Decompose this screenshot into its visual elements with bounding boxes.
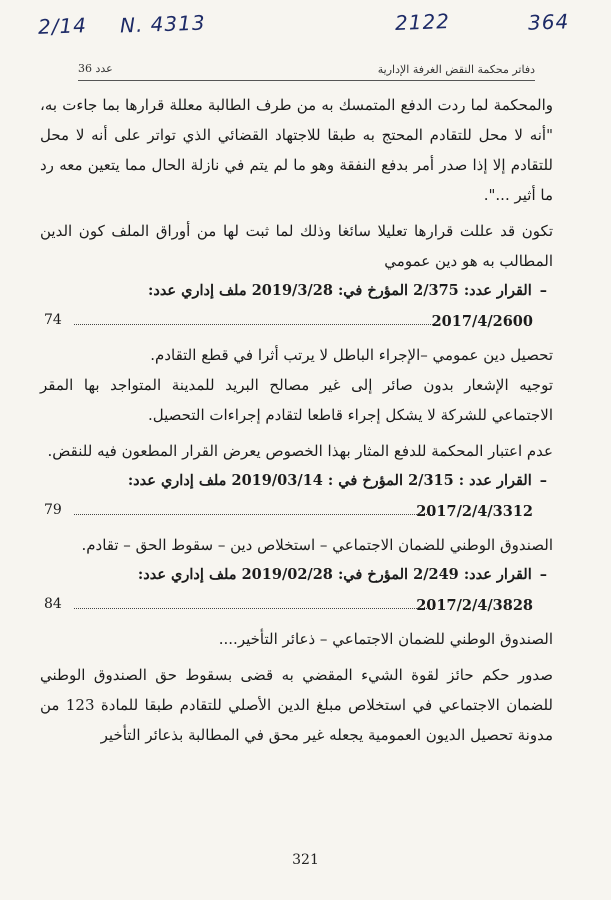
summary-heading: الصندوق الوطني للضمان الاجتماعي – ذعائر التأخير....	[218, 630, 553, 648]
page-body	[40, 90, 553, 750]
file-number: 2017/2/4/3828	[416, 597, 533, 614]
reference-text: القرار عدد: 2/375 المؤرخ في: 2019/3/28 ملف إداري عدد:	[148, 282, 532, 299]
dotted-leader	[74, 324, 435, 325]
reference-text: القرار عدد : 2/315 المؤرخ في : 2019/03/14 ملف إداري عدد:	[127, 472, 532, 489]
header-rule	[78, 80, 535, 81]
dotted-leader	[74, 514, 435, 515]
paragraph: توجيه الإشعار بدون صائر إلى غير مصالح البريد للمدينة المتواجد بها المقر الاجتماعي للشركة لا يشكل إجراء قاطعا لتقادم إجراءات التحصيل.	[40, 376, 553, 424]
paragraph: والمحكمة لما ردت الدفع المتمسك به من طرف الطالبة معللة قرارها بما جاءت به، "أنه لا محل للتقادم المحتج به طبقا للاجتهاد القضائي الذي تواتر على أنه لا محل للتقادم إلا إذا صدر أمر بدفع النفقة وهو ما لم يتم في نازلة الحال مما يتعين معه رد ما أثير ...".	[40, 96, 554, 204]
running-header-issue: عدد 36	[78, 62, 113, 75]
reference-number-line	[40, 306, 553, 334]
handwritten-date: 2122	[394, 9, 451, 35]
reference-number-line	[40, 496, 553, 524]
file-number: 2017/4/2600	[431, 313, 533, 330]
page-number: 321	[292, 852, 319, 868]
paragraph: صدور حكم حائز لقوة الشيء المقضي به قضى بسقوط حق الصندوق الوطني للضمان الاجتماعي في استخلاص مبلغ الدين الأصلي للتقادم طبقا للمادة 123 من مدونة تحصيل الديون العمومية يجعله غير محق في المطالبة بذعائر التأخير	[40, 666, 553, 744]
page-reference: 84	[44, 596, 62, 612]
page-reference: 74	[44, 312, 62, 328]
summary-heading: تحصيل دين عمومي –الإجراء الباطل لا يرتب أثرا في قطع التقادم.	[150, 346, 553, 364]
handwritten-page-stamp: 364	[527, 9, 570, 35]
paragraph: عدم اعتبار المحكمة للدفع المثار بهذا الخصوص يعرض القرار المطعون فيه للنقض.	[47, 442, 553, 460]
decision-reference: –القرار عدد: 2/249 المؤرخ في: 2019/02/28 ملف إداري عدد:	[137, 566, 547, 583]
file-number: 2017/2/4/3312	[416, 503, 533, 520]
page-reference: 79	[44, 502, 62, 518]
reference-number-line	[40, 590, 553, 618]
handwritten-note-left: 2/14	[37, 13, 88, 39]
decision-reference: –القرار عدد : 2/315 المؤرخ في : 2019/03/14 ملف إداري عدد:	[127, 472, 547, 489]
handwritten-note-mid: N. 4313	[119, 10, 206, 38]
decision-reference: –القرار عدد: 2/375 المؤرخ في: 2019/3/28 ملف إداري عدد:	[148, 282, 547, 299]
summary-heading: الصندوق الوطني للضمان الاجتماعي – استخلاص دين – سقوط الحق – تقادم.	[81, 536, 553, 554]
dotted-leader	[74, 608, 435, 609]
paragraph: تكون قد عللت قرارها تعليلا سائغا وذلك لما ثبت لها من أوراق الملف كون الدين المطالب به هو دين عمومي	[40, 222, 553, 270]
reference-text: القرار عدد: 2/249 المؤرخ في: 2019/02/28 ملف إداري عدد:	[137, 566, 532, 583]
running-header-title: دفاتر محكمة النقض الغرفة الإدارية	[377, 63, 535, 76]
